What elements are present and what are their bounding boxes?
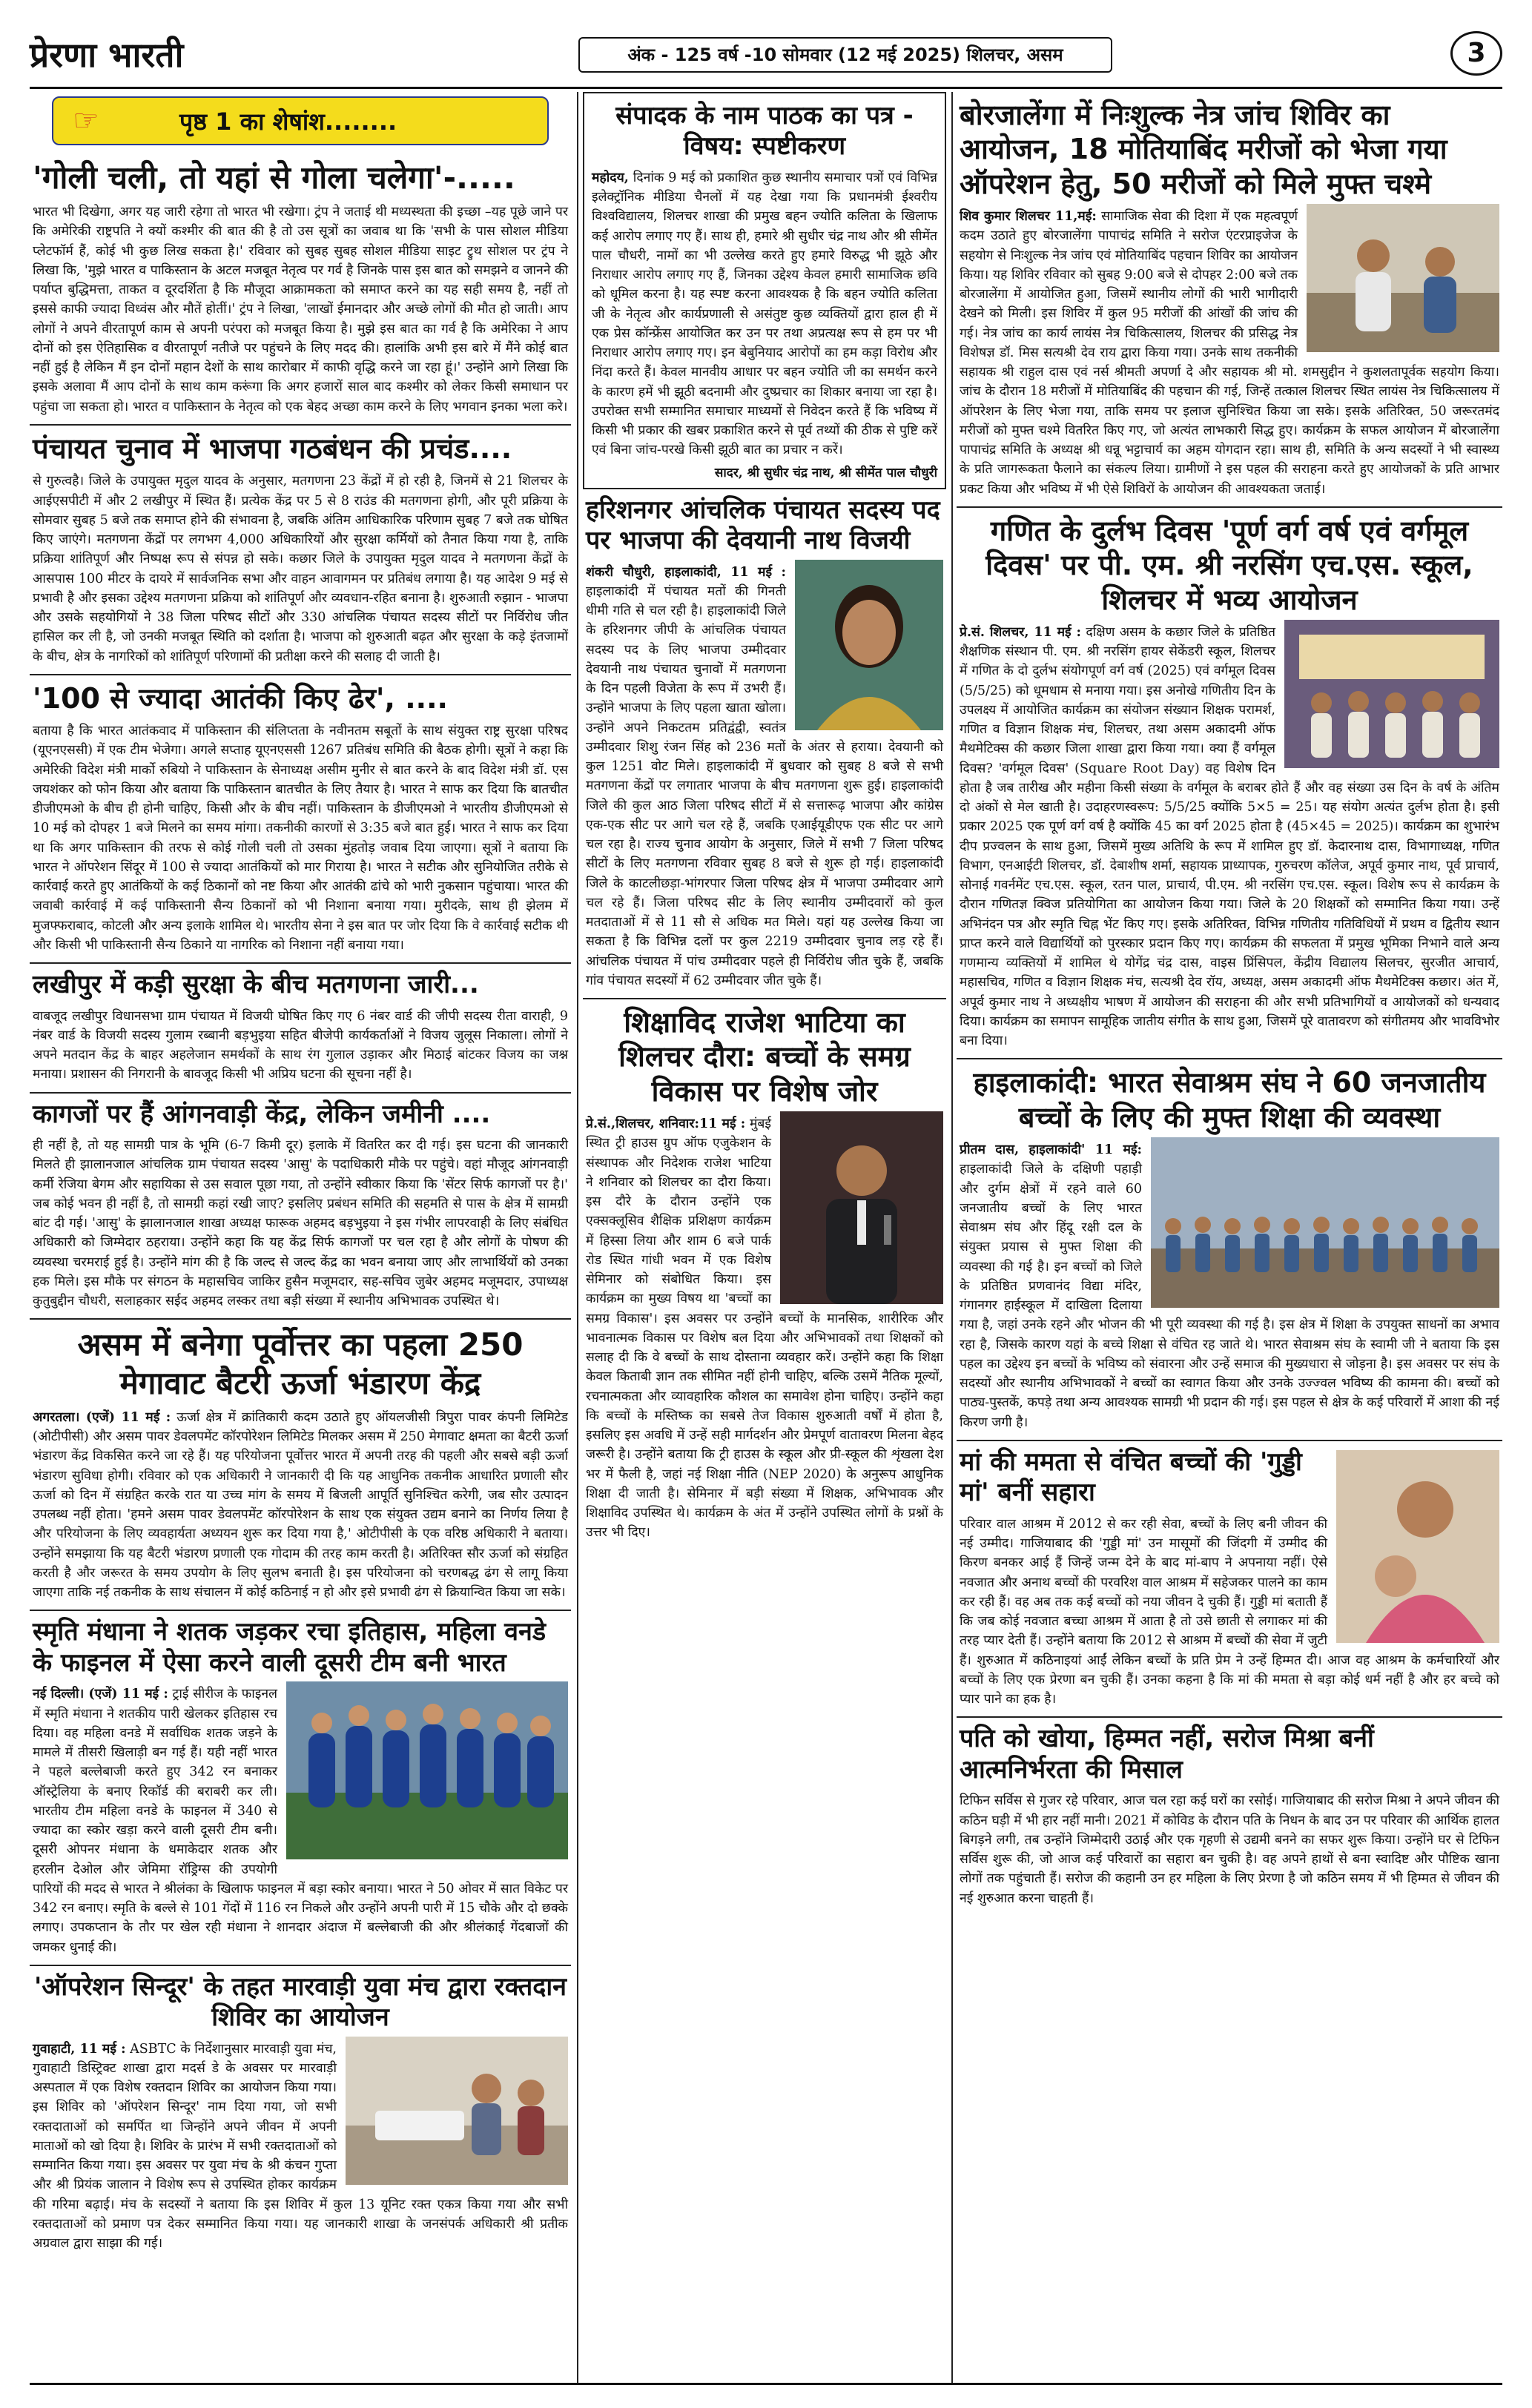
article-body: दिनांक 9 मई को प्रकाशित कुछ स्थानीय समाचार पत्रों एवं विभिन्न इलेक्ट्रॉनिक मीडिया चैनलों में यह देखा गया कि प्रधानमंत्री ईश्वरीय विश्वविद्यालय, शिलचर शाखा की प्रमुख बहन ज्योति कलिता के खिलाफ कई आरोप लगाए गए हैं। साथ ही, हमारे श्री सुधीर चंद्र नाथ और श्री सीमेंत पाल चौधरी, नामों का भी उल्लेख करते हुए हमारे विरुद्ध भी झूठे और निराधार आरोप लगाए गए हैं, जिनका उद्देश्य केवल हमारी सामाजिक छवि को धूमिल करना है। यह स्पष्ट करना आवश्यक है कि बहन ज्योति कलिता जी के नेतृत्व और कार्यप्रणाली से असंतुष्ट कुछ व्यक्तियों द्वारा हाल ही में एक प्रेस कॉन्फ्रेंस आयोजित कर उन पर तथा अप्रत्यक्ष रूप से हम पर भी निराधार आरोप लगाए गए। इन बेबुनियाद आरोपों का हम कड़ा विरोध और निंदा करते हैं। केवल मानवीय आधार पर बहन ज्योति जी का समर्थन करने के कारण हमें भी झूठी बदनामी और दुष्प्रचार का शिकार बनाया जा रहा है। उपरोक्त सभी सम्मानित समाचार माध्यमों से निवेदन करते हैं कि भविष्य में किसी भी प्रकार की खबर प्रकाशित करने से पूर्व तथ्यों की ठीक से पुष्टि करें एवं बिना जांच-परखे किसी झूठी बात का प्रचार न करें। xyxy=(592,170,937,458)
article-lakhipur-counting xyxy=(30,964,571,1093)
page-number: 3 xyxy=(1450,31,1502,76)
column-divider xyxy=(577,92,578,2383)
column-divider xyxy=(951,92,953,2383)
headline: संपादक के नाम पाठक का पत्र - विषय: स्पष्टीकरण xyxy=(615,101,914,162)
eye-camp-photo xyxy=(1307,204,1499,352)
article-body: वाबजूद लखीपुर विधानसभा ग्राम पंचायत में विजयी घोषित किए गए 6 नंबर वार्ड की जीपी सदस्य रीता वाराही, 9 नंबर वार्ड के विजयी सदस्य गुलाम रब्बानी बड़भुइया सहित बीजेपी कार्यकर्ताओं ने विजय जुलूस निकाला। लोगों ने अपने मतदान केंद्र के बाहर अहलेजान समर्थकों के साथ रंग गुलाल उड़ाकर और मिठाई बांटकर विजय का जश्न मनाया। प्रशासन की निगरानी के बावजूद किसी भी अप्रिय घटना की सूचना नहीं है। xyxy=(33,1008,568,1082)
headline: 'गोली चली, तो यहां से गोला चलेगा'-..... xyxy=(33,159,515,196)
article-panchayat-election xyxy=(30,426,571,675)
article-body: टिफिन सर्विस से गुजर रहे परिवार, आज चल रहा कई घरों का रसोई। गाजियाबाद की सरोज मिश्रा ने अपने जीवन की कठिन घड़ी में भी हार नहीं मानी। 2021 में कोविड के दौरान पति के निधन के बाद उन पर परिवार की आर्थिक हालत बिगड़ने लगी, तब उन्होंने जिम्मेदारी उठाई और एक गृहणी से उद्यमी बनने का सफर शुरू किया। उन्होंने घर से टिफिन सर्विस शुरू की, जो आज कई परिवारों का सहारा बन चुकी है। वह अपने हाथों से बना स्वादिष्ट और पौष्टिक खाना लोगों तक पहुंचाती हैं। सरोज की कहानी उन हर महिला के लिए प्रेरणा है जो कठिन समय में भी हिम्मत से जीवन की नई शुरुआत करना चाहती हैं। xyxy=(960,1793,1499,1906)
dateline: प्रे.सं. शिलचर, 11 मई : xyxy=(960,624,1081,640)
article-letter-to-editor xyxy=(583,92,946,489)
column-right xyxy=(957,92,1502,2383)
dateline: महोदय, xyxy=(592,170,629,185)
headline: मां की ममता से वंचित बच्चों की 'गुड्डी मां' बनीं सहारा xyxy=(960,1446,1302,1508)
column-middle xyxy=(583,92,946,2383)
article-body: भारत भी दिखेगा, अगर यह जारी रहेगा तो भारत भी रखेगा। ट्रंप ने जताई थी मध्यस्थता की इच्छा –यह पूछे जाने पर कि अमेरिकी राष्ट्रपति ने क्यों कश्मीर की बात की है तो उस सूत्रों का जवाब था कि 'सभी के पास सोशल मीडिया प्लेटफॉर्म हैं, कोई भी कुछ लिख सकता है।' रविवार को सुबह सुबह सोशल मीडिया साइट ट्रुथ सोशल पर ट्रंप ने लिखा कि, 'मुझे भारत व पाकिस्तान के अटल मजबूत नेतृत्व पर गर्व है जिनके पास इस बात को समझने व जानने की पर्याप्त बुद्धिमत्ता, ताकत व दूरदर्शिता है कि मौजूदा आक्रामकता को समाप्त करने का यह सही समय है, नहीं तो इससे काफी ज्यादा विध्वंस और मौतें होतीं।' ट्रंप ने लिखा, 'लाखों ईमानदार और अच्छे लोगों की मौत हो जाती। आप लोगों ने अपने वीरतापूर्ण काम से अपनी परंपरा को मजबूत किया है। मुझे इस बात का गर्व है कि अमेरिका ने आप दोनों को इस ऐतिहासिक व वीरतापूर्ण नतीजे पर पहुंचने के लिए मदद की। हालांकि अभी इस बारे में मैंने कोई बात नहीं हुई है लेकिन मैं इन दोनों महान देशों के साथ कारोबार में काफी वृद्धि करने जा रहा हूं।' उन्होंने आगे लिखा कि इसके अलावा मैं आप दोनों के साथ काम करूंगा कि अगर हजारों साल बाद कश्मीर को लेकर किसी समाधान पर पहुंचा जा सकता हो। भारत व पाकिस्तान के नेतृत्व को एक बेहद अच्छा काम करने के लिए भगवान इनका भला करे। xyxy=(33,205,568,414)
article-body: मुंबई स्थित ट्री हाउस ग्रुप ऑफ एजुकेशन के संस्थापक और निदेशक राजेश भाटिया ने शनिवार को शिलचर का दौरा किया। इस दौरे के दौरान उन्होंने एक एक्सक्लूसिव शैक्षिक प्रशिक्षण कार्यक्रम में हिस्सा लिया और शाम 6 बजे पार्क रोड स्थित गांधी भवन में एक विशेष सेमिनार को संबोधित किया। इस कार्यक्रम का मुख्य विषय था 'बच्चों का समग्र विकास'। इस अवसर पर उन्होंने बच्चों के मानसिक, शारीरिक और भावनात्मक विकास पर विशेष बल दिया और अभिभावकों तथा शिक्षकों को सलाह दी कि वे बच्चों के साथ दोस्ताना व्यवहार करें। उन्होंने कहा कि शिक्षा केवल किताबी ज्ञान तक सीमित नहीं होनी चाहिए, बल्कि उसमें नैतिक मूल्यों, रचनात्मकता और व्यावहारिक कौशल का समावेश होना चाहिए। उन्होंने कहा कि बच्चों के मस्तिष्क का सबसे तेज विकास शुरुआती वर्षों में होता है, इसलिए इस अवधि में उन्हें सही मार्गदर्शन और प्रेमपूर्ण वातावरण मिलना बेहद जरूरी है। उन्होंने बताया कि ट्री हाउस के स्कूल और प्री-स्कूल की शृंखला देश भर में फैली है, जहां नई शिक्षा नीति (NEP 2020) के अनुरूप आधुनिक शिक्षा दी जाती है। सेमिनार में बड़ी संख्या में शिक्षक, अभिभावक और शिक्षाविद उपस्थित थे। कार्यक्रम के अंत में उन्होंने उपस्थित लोगों के प्रश्नों के उत्तर भी दिए। xyxy=(586,1117,943,1541)
article-tribal-children xyxy=(957,1059,1502,1440)
column-left xyxy=(30,92,571,2383)
headline: असम में बनेगा पूर्वोत्तर का पहला 250 मेगावाट बैटरी ऊर्जा भंडारण केंद्र xyxy=(77,1326,524,1401)
cricket-team-photo xyxy=(286,1681,568,1859)
article-blood-donation xyxy=(30,1966,571,2261)
article-terrorists-killed xyxy=(30,675,571,964)
page-bottom-rule xyxy=(30,2383,1502,2385)
speaker-photo xyxy=(780,1111,943,1304)
headline: पंचायत चुनाव में भाजपा गठबंधन की प्रचंड.... xyxy=(33,431,512,465)
article-body: ऊर्जा क्षेत्र में क्रांतिकारी कदम उठाते हुए ऑयलजीसी त्रिपुरा पावर कंपनी लिमिटेड (ओटीपीसी) और असम पावर डेवलपमेंट कॉरपोरेशन लिमिटेड मिलकर असम में 250 मेगावाट क्षमता का बैटरी ऊर्जा भंडारण केंद्र विकसित करने जा रहे हैं। यह परियोजना पूर्वोत्तर भारत में अपनी तरह की पहली और सबसे बड़ी ऊर्जा भंडारण सुविधा होगी। रविवार को एक अधिकारी ने जानकारी दी कि यह आधुनिक तकनीक आधारित प्रणाली सौर ऊर्जा को दिन में संग्रहित करके रात या उच्च मांग के समय में बिजली आपूर्ति सुनिश्चित करेगी, जब सौर उत्पादन उपलब्ध नहीं होता। 'हमने असम पावर डेवलपमेंट कॉरपोरेशन के साथ एक संयुक्त उद्यम बनाने का निर्णय लिया है और परियोजना के लिए व्यवहार्यता अध्ययन शुरू कर दिया गया है,' ओटीपीसी के एक वरिष्ठ अधिकारी ने बताया। उन्होंने समझाया कि यह बैटरी भंडारण प्रणाली एक गोदाम की तरह काम करती है। अतिरिक्त सौर ऊर्जा को संग्रहित करती है और जरूरत के समय उपयोग के लिए सुलभ बनाती है। इस परियोजना को चरणबद्ध ढंग से लागू किया जाएगा ताकि नई तकनीक के साथ संचालन में कोई कठिनाई न हो और इसे प्रभावी ढंग से क्रियान्वित किया जा सके। xyxy=(33,1409,568,1601)
article-smriti-mandhana xyxy=(30,1611,571,1965)
headline: बोरजालेंगा में निःशुल्क नेत्र जांच शिविर का आयोजन, 18 मोतियाबिंद मरीजों को भेजा गया ऑपरेशन हेतु, 50 मरीजों को मिले मुफ्त चश्मे xyxy=(960,99,1447,200)
article-body: बताया है कि भारत आतंकवाद में पाकिस्तान की संलिप्तता के नवीनतम सबूतों के साथ संयुक्त राष्ट्र सुरक्षा परिषद (यूएनएससी) में एक टीम भेजेगा। अगले सप्ताह यूएनएससी 1267 प्रतिबंध समिति की बैठक होगी। सूत्रों ने कहा कि अमेरिकी विदेश मंत्री मार्को रुबियो ने पाकिस्तान के सेनाध्यक्ष असीम मुनीर से बात करने के बाद विदेश मंत्री डॉ. एस जयशंकर को फोन किया और बताया कि पाकिस्तान बातचीत के लिए तैयार है। भारत ने साफ कर दिया कि बातचीत डीजीएमओ के बीच ही होनी चाहिए, किसी और के बीच नहीं। पाकिस्तान के डीजीएमओ ने भारतीय डीजीएमओ से 10 मई को दोपहर 1 बजे मिलने का समय मांगा। तकनीकी कारणों से 3:35 बजे बात हुई। भारत ने साफ कर दिया था कि अगर पाकिस्तान की तरफ से कोई गोली चली तो उसका मुंहतोड़ जवाब दिया जाएगा। सूत्रों ने बताया कि भारत ने ऑपरेशन सिंदूर में 100 से ज्यादा आतंकियों को मार गिराया है। भारत ने सटीक और सुनियोजित तरीके से कार्रवाई करते हुए आतंकियों के कई ठिकानों को नष्ट किया और आतंकी ढांचे को भारी नुकसान पहुंचाया। भारत की जवाबी कार्रवाई में कई पाकिस्तानी सैन्य ठिकानों को भी निशाना बनाया गया। मुरीदके, साथ ही झेलम में मुजफ्फराबाद, कोटली और अन्य इलाके शामिल थे। भारतीय सेना ने इस बात पर जोर दिया कि वे कार्रवाई सटीक थी और किसी भी पाकिस्तानी सैन्य ठिकाने या नागरिक को निशाना नहीं बनाया गया। xyxy=(33,724,568,953)
article-goli-chali xyxy=(30,153,571,426)
article-anganwadi xyxy=(30,1094,571,1320)
dateline: गुवाहाटी, 11 मई : xyxy=(33,2041,126,2057)
headline: स्मृति मंधाना ने शतक जड़कर रचा इतिहास, महिला वनडे के फाइनल में ऐसा करने वाली दूसरी टीम बनी भारत xyxy=(33,1617,547,1678)
article-eye-camp xyxy=(957,92,1502,508)
continuation-banner: ☞ पृष्ठ 1 का शेषांश........ xyxy=(52,96,549,145)
children-group-photo xyxy=(1151,1137,1499,1308)
pointing-hand-icon: ☞ xyxy=(73,104,99,138)
article-devyani-nath xyxy=(583,489,946,999)
headline: लखीपुर में कड़ी सुरक्षा के बीच मतगणना जारी... xyxy=(33,970,479,1000)
article-body: परिवार वाल आश्रम में 2012 से कर रही सेवा, बच्चों के लिए बनी जीवन की नई उम्मीद। गाजियाबाद की 'गुड्डी मां' उन मासूमों की जिंदगी में उम्मीद की किरण बनकर आई हैं जिन्हें जन्म देने के बाद मां-बाप ने अपनाया नहीं। ऐसे नवजात और अनाथ बच्चों की परवरिश वाल आश्रम में सहेजकर पालने का काम कर रही हैं। वह अब तक कई बच्चों को नया जीवन दे चुकी हैं। गुड्डी मां बताती हैं कि जब कोई नवजात बच्चा आश्रम में आता है तो उसे छाती से लगाकर मां की तरह प्यार देती हैं। उन्होंने बताया कि 2012 से आश्रम में बच्चों की सेवा में जुटी हैं। शुरुआत में कठिनाइयां आईं लेकिन बच्चों के प्रति प्रेम ने उन्हें हिम्मत दी। आज वह आश्रम के कर्मचारियों और बच्चों के लिए एक प्रेरणा बन चुकी हैं। उनका कहना है कि मां की ममता से बड़ा कोई धर्म नहीं है और हर बच्चे को प्यार पाने का हक है। xyxy=(960,1516,1499,1707)
issue-info: अंक - 125 वर्ष -10 सोमवार (12 मई 2025) शिलचर, असम xyxy=(578,37,1112,73)
article-guddi-maa xyxy=(957,1441,1502,1718)
article-battery-storage xyxy=(30,1320,571,1611)
headline: हाइलाकांदी: भारत सेवाश्रम संघ ने 60 जनजातीय बच्चों के लिए की मुफ्त शिक्षा की व्यवस्था xyxy=(973,1066,1486,1134)
blood-donation-photo xyxy=(346,2037,568,2185)
dateline: प्रीतम दास, हाइलाकांदी' 11 मई: xyxy=(960,1142,1142,1158)
headline: गणित के दुर्लभ दिवस 'पूर्ण वर्ग वर्ष एवं वर्गमूल दिवस' पर पी. एम. श्री नरसिंग एच.एस. स्कूल, शिलचर में भव्य आयोजन xyxy=(985,514,1473,616)
dateline: शिव कुमार शिलचर 11,मई: xyxy=(960,209,1097,225)
signature: सादर, श्री सुधीर चंद्र नाथ, श्री सीमेंत पाल चौधुरी xyxy=(714,465,937,480)
dateline: अगरतला। (एजें) 11 मई : xyxy=(33,1409,171,1425)
headline: '100 से ज्यादा आतंकी किए ढेर', .... xyxy=(33,681,448,715)
dateline: प्रे.सं.,शिलचर, शनिवार:11 मई : xyxy=(586,1117,746,1132)
article-rajesh-bhatia xyxy=(583,999,946,1550)
guddi-maa-photo xyxy=(1336,1450,1499,1643)
article-square-root-day xyxy=(957,508,1502,1060)
headline: 'ऑपरेशन सिन्दूर' के तहत मारवाड़ी युवा मंच द्वारा रक्तदान शिविर का आयोजन xyxy=(33,1971,567,2033)
article-body: से गुरुत्वहै। जिले के उपायुक्त मृदुल यादव के अनुसार, मतगणना 23 केंद्रों में हो रही है, जिनमें से 21 शिलचर के आईएसपीटी में और 2 लखीपुर में स्थित हैं। प्रत्येक केंद्र पर 5 से 8 राउंड की मतगणना होगी, और पूरी प्रक्रिया के सोमवार सुबह 5 बजे तक समाप्त होने की संभावना है, जबकि अंतिम आधिकारिक परिणाम सुबह 7 बजे तक घोषित किए जाएंगे। मतगणना केंद्रों पर लगभग 4,000 अधिकारियों और सुरक्षा कर्मियों को तैनात किया गया है, ताकि प्रक्रिया शांतिपूर्ण और निष्पक्ष रूप से संपन्न हो सके। कछार जिले के उपायुक्त मृदुल यादव ने मतगणना केंद्रों के आसपास 100 मीटर के दायरे में सार्वजनिक सभा और वाहन आवागमन पर प्रतिबंध लगाया है। यह आदेश 9 मई से प्रभावी है और इसका उद्देश्य मतगणना प्रक्रिया को शांतिपूर्ण और व्यवधान-रहित बनाना है। शुरुआती रुझान - भाजपा और उसके सहयोगियों ने 38 जिला परिषद सीटों और 330 आंचलिक पंचायत सदस्य सीटों पर निर्विरोध जीत हासिल कर ली है, जो उनकी मजबूत स्थिति को दर्शाता है। भाजपा को शुरुआती बढ़त और सुरक्षा के कड़े इंतजामों के बीच, क्षेत्र के नागरिकों को शांतिपूर्ण परिणामों की प्रतीक्षा करने की सलाह दी जाती है। xyxy=(33,474,568,664)
article-body: ASBTC के निर्देशानुसार मारवाड़ी युवा मंच, गुवाहाटी डिस्ट्रिक्ट शाखा द्वारा मदर्स डे के अवसर पर मारवाड़ी अस्पताल में एक विशेष रक्तदान शिविर का आयोजन किया गया। इस शिविर को 'ऑपरेशन सिन्दूर' नाम दिया गया, जो सभी रक्तदाताओं को समर्पित था जिन्होंने अपने जीवन में अपनी माताओं को खो दिया है। शिविर के प्रारंभ में सभी रक्तदाताओं को सम्मानित किया गया। इस अवसर पर युवा मंच के श्री कंचन गुप्ता और श्री प्रियंक जालान ने विशेष रूप से उपस्थित होकर कार्यक्रम की गरिमा बढ़ाई। मंच के सदस्यों ने बताया कि इस शिविर में कुल 13 यूनिट रक्त एकत्र किया गया और सभी रक्तदाताओं को प्रमाण पत्र देकर सम्मानित किया गया। यह जानकारी शाखा के जनसंपर्क अधिकारी श्री प्रतीक अग्रवाल द्वारा साझा की गई। xyxy=(33,2041,568,2252)
candidate-portrait xyxy=(795,560,943,730)
article-body: दक्षिण असम के कछार जिले के प्रतिष्ठित शैक्षणिक संस्थान पी. एम. श्री नरसिंग हायर सेकेंडरी स्कूल, शिलचर में गणित के दो दुर्लभ संयोगपूर्ण वर्ग वर्ष (2025) एवं वर्गमूल दिवस (5/5/25) को धूमधाम से मनाया गया। इस अनोखे गणितीय दिन के उपलक्ष्य में आयोजित कार्यक्रम का संयोजन संख्यान शिक्षक परामर्श, गणित व विज्ञान शिक्षक मंच, शिलचर, तथा असम अकादमी ऑफ मैथमेटिक्स की कछार जिला शाखा द्वारा किया गया। क्या हैं वर्गमूल दिवस? 'वर्गमूल दिवस' (Square Root Day) वह विशेष दिन होता है जब तारीख और महीना किसी संख्या के वर्गमूल के बराबर होते हैं और वह संख्या उस दिन के वर्ष के अंतिम दो अंकों से मेल खाती है। उदाहरणस्वरूप: 5/5/25 क्योंकि 5×5 = 25। यह संयोग अत्यंत दुर्लभ होता है। इसी प्रकार 2025 एक पूर्ण वर्ग वर्ष है क्योंकि 45 का वर्ग 2025 होता है (45×45 = 2025)। कार्यक्रम का शुभारंभ दीप प्रज्वलन के साथ हुआ, जिसमें मुख्य अतिथि के रूप में शामिल हुए डॉ. केदारनाथ दास, विभागाध्यक्ष, गणित विभाग, एनआईटी शिलचर, डॉ. देबाशीष शर्मा, सहायक प्राध्यापक, गुरुचरण कॉलेज, अपूर्व कुमार नाथ, पूर्व प्राचार्य, सोनाई गवर्नमेंट एच.एस. स्कूल, रतन पाल, प्राचार्य, पी.एम. श्री नरसिंग एच.एस. स्कूल। विशेष रूप से कार्यक्रम के दौरान गणितज्ञ क्विज प्रतियोगिता का आयोजन किया गया। जिले के 20 शिक्षकों को सम्मानित किया गया। उन्हें अभिनंदन पत्र और स्मृति चिह्न भेंट किए गए। इसके अतिरिक्त, विभिन्न गणितीय गतिविधियों में प्रथम व द्वितीय स्थान प्राप्त करने वाले विद्यार्थियों को पुरस्कार प्रदान किए गए। कार्यक्रम की सफलता में प्रमुख भूमिका निभाने वाले अन्य गणमान्य व्यक्तियों में शामिल थे योगेंद्र चंद्र दास, वाइस प्रिंसिपल, केंद्रीय विद्यालय सिलचर, सुरजीत आचार्य, महासचिव, गणित व विज्ञान शिक्षक मंच, सत्यश्री देव रॉय, अध्यक्ष, असम अकादमी ऑफ मैथमेटिक्स कछार। अंत में, अपूर्व कुमार नाथ ने अध्यक्षीय भाषण में आयोजन की सराहना की और सभी प्रतिभागियों व आयोजकों को धन्यवाद दिया। कार्यक्रम का समापन सामूहिक जातीय संगीत के साथ हुआ, जिसमें पूरे वातावरण को संगीतमय और भावविभोर बना दिया। xyxy=(960,624,1499,1049)
article-body: हाइलाकांदी में पंचायत मतों की गिनती धीमी गति से चल रही है। हाइलाकांदी जिले के हरिशनगर जीपी के आंचलिक पंचायत सदस्य पद के लिए भाजपा उम्मीदवार देवयानी नाथ पंचायत चुनावों में मतगणना के दिन पहली विजेता के रूप में उभरी हैं। उन्होंने भाजपा के लिए पहला खाता खोला। उन्होंने अपने निकटतम प्रतिद्वंद्वी, स्वतंत्र उम्मीदवार शिशु रंजन सिंह को 236 मतों के अंतर से हराया। देवयानी को कुल 1251 वोट मिले। हाइलाकांदी में बुधवार को सुबह 8 बजे से सभी मतगणना केंद्रों पर लगातार भाजपा के बीच मतगणना शुरू हुई। हाइलाकांदी जिले की कुल आठ जिला परिषद सीटों में से सत्तारूढ़ भाजपा और कांग्रेस एक-एक सीट पर आगे चल रहे हैं, जबकि एआईयूडीएफ एक सीट पर आगे चल रहा है। राज्य चुनाव आयोग के अनुसार, जिले में सभी 7 जिला परिषद सीटों के लिए मतगणना रविवार सुबह 8 बजे से शुरू हो गई। हाइलाकांदी जिले के काटलीछड़ा-भांगरपार जिला परिषद क्षेत्र में भाजपा उम्मीदवार आगे चल रहे हैं। जिला परिषद सीट के लिए स्थानीय उम्मीदवारों को कुल मतदाताओं में से 11 सौ से अधिक मत मिले। यहां यह उल्लेख किया जा सकता है कि विभिन्न दलों पर कुल 2219 उम्मीदवार चुनाव लड़ रहे हैं। आंचलिक पंचायत में पांच उम्मीदवार पहले ही निर्विरोध जीत चुके हैं, जबकि गांव पंचायत सदस्यों में 62 उम्मीदवार जीत चुके हैं। xyxy=(586,583,943,988)
dateline: शंकरी चौधुरी, हाइलाकांदी, 11 मई : xyxy=(586,564,786,580)
school-event-photo xyxy=(1284,620,1499,768)
headline: कागजों पर हैं आंगनवाड़ी केंद्र, लेकिन जमीनी .... xyxy=(33,1099,491,1129)
headline: शिक्षाविद राजेश भाटिया का शिलचर दौरा: बच्चों के समग्र विकास पर विशेष जोर xyxy=(618,1006,911,1108)
headline: पति को खोया, हिम्मत नहीं, सरोज मिश्रा बनीं आत्मनिर्भरता की मिसाल xyxy=(960,1724,1374,1784)
headline: हरिशनगर आंचलिक पंचायत सदस्य पद पर भाजपा की देवयानी नाथ विजयी xyxy=(586,494,940,556)
newspaper-name: प्रेरणा भारती xyxy=(30,35,184,75)
article-body: ट्राई सीरीज के फाइनल में स्मृति मंधाना ने शतकीय पारी खेलकर इतिहास रच दिया। वह महिला वनडे में सर्वाधिक शतक जड़ने के मामले में तीसरी खिलाड़ी बन गई हैं। यही नहीं भारत ने पहले बल्लेबाजी करते हुए 342 रन बनाकर ऑस्ट्रेलिया के बनाए रिकॉर्ड की बराबरी कर ली। भारतीय टीम महिला वनडे के फाइनल में 340 से ज्यादा का स्कोर खड़ा करने वाली दूसरी टीम बनी। दूसरी ओपनर मंधाना के धमाकेदार शतक और हरलीन देओल और जेमिमा रॉड्रिग्स की उपयोगी पारियों की मदद से भारत ने श्रीलंका के खिलाफ फाइनल में बड़ा स्कोर बनाया। भारत ने 50 ओवर में सात विकेट पर 342 रन बनाए। स्मृति के बल्ले से 101 गेंदों में 116 रन निकले और उन्होंने अपनी पारी में 15 चौके और दो छक्के लगाए। उपकप्तान के तौर पर खेल रही मंधाना ने शानदार अंदाज में बल्लेबाजी की और श्रीलंकाई गेंदबाजों की जमकर धुनाई की। xyxy=(33,1687,568,1955)
article-saroj-mishra xyxy=(957,1718,1502,1915)
masthead xyxy=(30,30,1502,89)
article-body: ही नहीं है, तो यह सामग्री पात्र के भूमि (6-7 किमी दूर) इलाके में वितरित कर दी गई। इस घटना की जानकारी मिलते ही झालानजाल आंचलिक ग्राम पंचायत सदस्य 'आसु' के पदाधिकारी मौके पर पहुंचे। वहां मौजूद आंगनवाड़ी कर्मी रेजिया बेगम और सहायिका से उस सवाल पूछा गया, तो उन्होंने स्वीकार किया कि 'सेंटर सिर्फ कागजों पर है।' जब कोई भवन ही नहीं है, तो सामग्री कहां रखी जाए? इसलिए प्रबंधन समिति की सहमति से पास के क्षेत्र में सामग्री बांट दी गई। 'आसु' के झालानजाल शाखा अध्यक्ष फारूक अहमद बड़भुइया ने इस गंभीर लापरवाही के लिए संबंधित अधिकारी को जिम्मेदार ठहराया। उन्होंने कहा कि यह केंद्र सिर्फ कागजों पर चल रहा है और लोगों के पोषण की व्यवस्था चरमराई हुई है। उन्होंने मांग की है कि जल्द से जल्द केंद्र का भवन बनाया जाए और लाभार्थियों को उनका हक मिले। इस मौके पर संगठन के महासचिव जाकिर हुसैन मजूमदार, सह-सचिव जुबेर अहमद मजूमदार, उपाध्यक्ष कुतुबुद्दीन चौधरी, सलाहकार सईद अहमद लस्कर तथा बड़ी संख्या में स्थानीय अभिभावक उपस्थित थे। xyxy=(33,1138,568,1309)
dateline: नई दिल्ली। (एजें) 11 मई : xyxy=(33,1687,168,1702)
article-body: सामाजिक सेवा की दिशा में एक महत्वपूर्ण कदम उठाते हुए बोरजालेंगा पापाचंद्र समिति ने सरोज एंटरप्राइजेज के सहयोग से निःशुल्क नेत्र जांच एवं मोतियाबिंद पहचान शिविर का आयोजन किया। यह शिविर रविवार को सुबह 9:00 बजे से दोपहर 2:00 बजे तक बोरजालेंगा में आयोजित हुआ, जिसमें स्थानीय लोगों की भारी भागीदारी देखने को मिली। इस शिविर में कुल 95 मरीजों की आंखों की जांच की गई। नेत्र जांच का कार्य लायंस नेत्र चिकित्सालय, शिलचर की प्रसिद्ध नेत्र विशेषज्ञ डॉ. मिस सत्यश्री देव राय द्वारा किया गया। उनके साथ तकनीकी सहायक श्री राहुल दास एवं नर्स श्रीमती अपर्णा दे और सहायक श्री मो. शमसुद्दीन ने कुशलतापूर्वक सहयोग किया। जांच के दौरान 18 मरीजों में मोतियाबिंद की पहचान की गई, जिन्हें तत्काल शिलचर स्थित लायंस नेत्र चिकित्सालय में ऑपरेशन के लिए भेजा गया, ताकि समय पर इलाज सुनिश्चित किया जा सके। इसके अतिरिक्त, 50 जरूरतमंद मरीजों को मुफ्त चश्मे वितरित किए गए, जो अत्यंत लाभकारी सिद्ध हुए। कार्यक्रम के सफल आयोजन में बोरजालेंगा पापाचंद्र समिति के अध्यक्ष श्री धन्नू भट्टाचार्य का अहम योगदान रहा। साथ ही, समिति के अन्य सदस्यों ने भी स्वास्थ्य के प्रति जागरूकता फैलाने का संकल्प लिया। ग्रामीणों ने इस पहल की सराहना करते हुए आयोजकों के प्रति आभार प्रकट किया और भविष्य में भी ऐसे शिविरों के आयोजन की आवश्यकता जताई। xyxy=(960,209,1499,497)
article-body: हाइलाकांदी जिले के दक्षिणी पहाड़ी और दुर्गम क्षेत्रों में रहने वाले 60 जनजातीय बच्चों के लिए भारत सेवाश्रम संघ और हिंदू रक्षी दल के संयुक्त प्रयास से मुफ्त शिक्षा की व्यवस्था की गई है। इन बच्चों को जिले के प्रतिष्ठित प्रणवानंद विद्या मंदिर, गंगानगर हाईस्कूल में दाखिला दिलाया गया है, जहां उनके रहने और भोजन की भी पूरी व्यवस्था की गई है। इस क्षेत्र में शिक्षा के उपयुक्त साधनों का अभाव रहा है, जिसके कारण यहां के बच्चे शिक्षा से वंचित रह जाते थे। भारत सेवाश्रम संघ के स्वामी जी ने बताया कि इस पहल का उद्देश्य इन बच्चों के भविष्य को संवारना और उन्हें समाज की मुख्यधारा से जोड़ना है। इस अवसर पर संघ के सदस्यों और स्थानीय अभिभावकों ने बच्चों का स्वागत किया और उनके उज्ज्वल भविष्य की कामना की। बच्चों को पाठ्य-पुस्तकें, कपड़े तथा अन्य आवश्यक सामग्री भी प्रदान की गई। इस पहल से क्षेत्र के कई परिवारों में आशा की नई किरण जगी है। xyxy=(960,1162,1499,1430)
